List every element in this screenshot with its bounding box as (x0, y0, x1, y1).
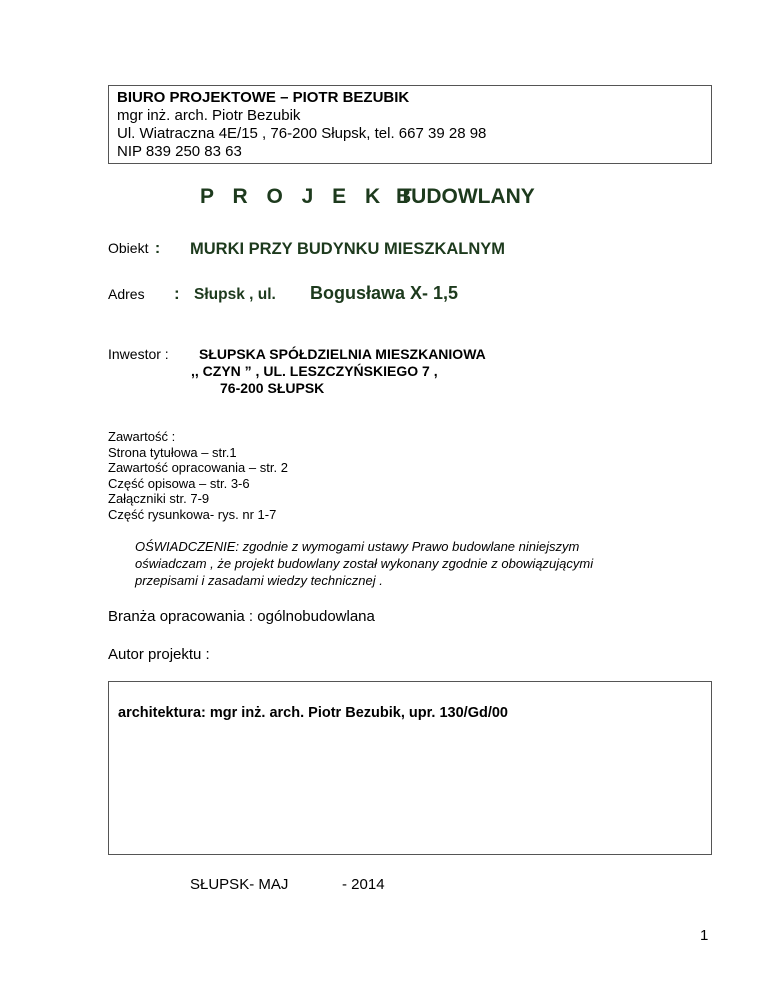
office-nip: NIP 839 250 83 63 (117, 143, 242, 160)
contents-list (108, 429, 288, 522)
address-city-street: Słupsk , ul. (194, 286, 276, 303)
object-value: MURKI PRZY BUDYNKU MIESZKALNYM (190, 240, 506, 258)
architect-name: mgr inż. arch. Piotr Bezubik (117, 107, 301, 124)
list-item: Część rysunkowa- rys. nr 1-7 (108, 506, 277, 522)
statement-line-3: przepisami i zasadami wiedzy technicznej . (135, 573, 383, 588)
statement-line-1: OŚWIADCZENIE: zgodnie z wymogami ustawy Prawo budowlane niniejszym (135, 539, 580, 554)
object-label: Obiekt (108, 240, 149, 256)
investor-line-3: 76-200 SŁUPSK (220, 380, 325, 396)
address-label: Adres (108, 286, 145, 302)
page-number: 1 (700, 927, 709, 944)
list-item: Strona tytułowa – str.1 (108, 444, 237, 460)
investor-label: Inwestor : (108, 346, 169, 362)
author-entry: architektura: mgr inż. arch. Piotr Bezubik, upr. 130/Gd/00 (118, 705, 508, 721)
address-colon: : (174, 284, 180, 303)
office-address: Ul. Wiatraczna 4E/15 , 76-200 Słupsk, tel. 667 39 28 98 (117, 125, 487, 142)
investor-line-1: SŁUPSKA SPÓŁDZIELNIA MIESZKANIOWA (199, 346, 486, 362)
design-branch: Branża opracowania : ogólnobudowlana (108, 608, 375, 625)
author-box (108, 681, 712, 855)
address-row (108, 286, 145, 304)
object-row (108, 240, 160, 258)
footer-place-month: SŁUPSK- MAJ (190, 876, 289, 893)
list-item: Część opisowa – str. 3-6 (108, 475, 250, 491)
investor-line-2: ,, CZYN ” , UL. LESZCZYŃSKIEGO 7 , (191, 363, 438, 379)
list-item: Zawartość opracowania – str. 2 (108, 460, 288, 475)
footer-year: - 2014 (342, 876, 385, 893)
office-name: BIURO PROJEKTOWE – PIOTR BEZUBIK (117, 89, 410, 106)
document-title (200, 185, 418, 209)
list-item: Załączniki str. 7-9 (108, 491, 210, 506)
declaration-statement (135, 538, 593, 589)
object-colon: : (154, 240, 161, 257)
title-word-projekt: P R O J E K T (200, 185, 419, 208)
statement-line-2: oświadczam , że projekt budowlany został wykonany zgodnie z obowiązującymi (135, 556, 594, 571)
office-header-box (108, 85, 712, 164)
title-word-budowlany: BUDOWLANY (396, 185, 535, 208)
document-title-second (396, 185, 535, 209)
author-label: Autor projektu : (108, 646, 210, 663)
address-street-number: Bogusława X- 1,5 (310, 283, 459, 303)
contents-heading: Zawartość : (108, 429, 176, 444)
